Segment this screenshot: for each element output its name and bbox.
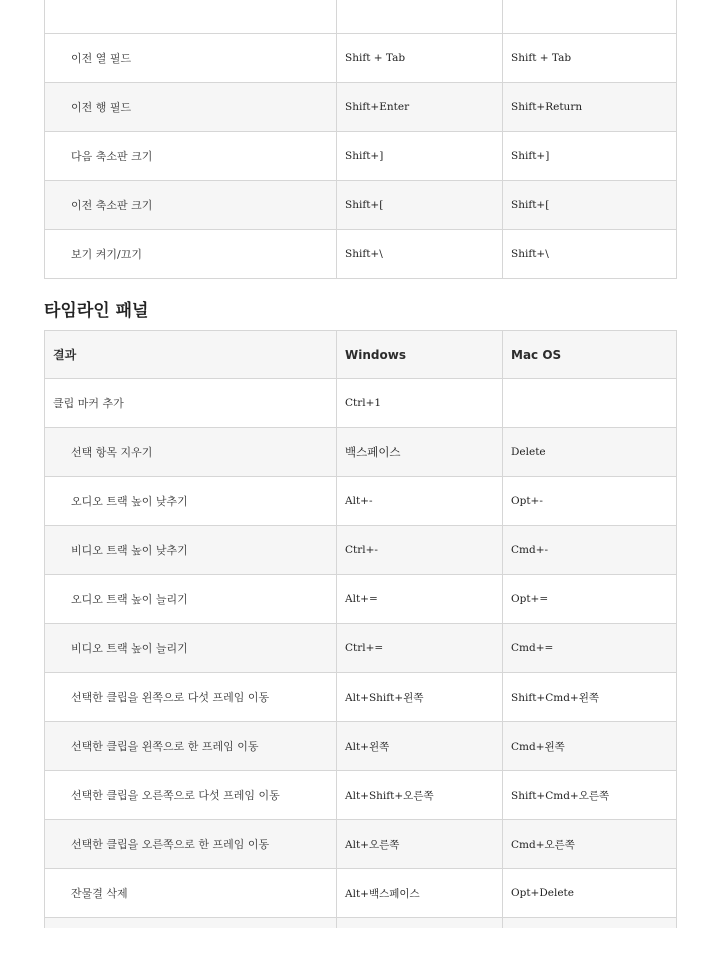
action-cell: 선택한 클립을 왼쪽으로 한 프레임 이동 [45, 722, 337, 771]
action-cell: 선택 항목 지우기 [45, 428, 337, 477]
column-header-windows: Windows [337, 331, 503, 379]
windows-shortcut-cell: Shift+] [337, 132, 503, 181]
mac-shortcut-cell: Shift + Tab [503, 34, 677, 83]
table-row [45, 575, 677, 624]
shortcut-table-previous [44, 0, 677, 279]
shortcut-table-timeline [44, 330, 677, 928]
table-row [45, 673, 677, 722]
table-row [45, 230, 677, 279]
mac-shortcut-cell [503, 379, 677, 428]
windows-shortcut-cell: Shift+\ [337, 230, 503, 279]
table-row [45, 0, 677, 34]
windows-shortcut-cell: Alt+Shift+오른쪽 [337, 771, 503, 820]
column-header-mac: Mac OS [503, 331, 677, 379]
mac-shortcut-cell: Delete [503, 428, 677, 477]
mac-shortcut-cell: Cmd+왼쪽 [503, 722, 677, 771]
windows-shortcut-cell: Alt+왼쪽 [337, 722, 503, 771]
windows-shortcut-cell: Shift + Tab [337, 34, 503, 83]
windows-shortcut-cell: Alt+Shift+왼쪽 [337, 673, 503, 722]
mac-shortcut-cell: Cmd+오른쪽 [503, 820, 677, 869]
table-row [45, 624, 677, 673]
action-cell: 잔물결 삭제 [45, 869, 337, 918]
windows-shortcut-cell: Alt+- [337, 477, 503, 526]
mac-shortcut-cell: Opt+= [503, 575, 677, 624]
windows-shortcut-cell [337, 0, 503, 34]
mac-shortcut-cell: Opt+Delete [503, 869, 677, 918]
windows-shortcut-cell: Alt+백스페이스 [337, 869, 503, 918]
action-cell: 선택한 클립을 오른쪽으로 한 프레임 이동 [45, 820, 337, 869]
mac-shortcut-cell: Shift+\ [503, 230, 677, 279]
mac-shortcut-cell: Cmd+= [503, 624, 677, 673]
mac-shortcut-cell: Shift+Return [503, 83, 677, 132]
action-cell: 이전 열 필드 [45, 34, 337, 83]
mac-shortcut-cell: Shift+Cmd+오른쪽 [503, 771, 677, 820]
action-cell: 보기 켜기/끄기 [45, 230, 337, 279]
table-row [45, 132, 677, 181]
action-cell [45, 0, 337, 34]
table-row [45, 869, 677, 918]
action-cell: 이전 축소판 크기 [45, 181, 337, 230]
mac-shortcut-cell: Opt+- [503, 477, 677, 526]
table-row [45, 820, 677, 869]
action-cell: 오디오 트랙 높이 늘리기 [45, 575, 337, 624]
table-header-row [45, 331, 677, 379]
mac-shortcut-cell: Shift+] [503, 132, 677, 181]
column-header-result: 결과 [45, 331, 337, 379]
action-cell: 비디오 트랙 높이 낮추기 [45, 526, 337, 575]
table-row [45, 181, 677, 230]
action-cell: 선택한 클립을 오른쪽으로 다섯 프레임 이동 [45, 771, 337, 820]
action-cell: 클립 마커 추가 [45, 379, 337, 428]
table-row [45, 771, 677, 820]
mac-shortcut-cell [503, 918, 677, 929]
action-cell [45, 918, 337, 929]
action-cell: 오디오 트랙 높이 낮추기 [45, 477, 337, 526]
windows-shortcut-cell: Shift+Enter [337, 83, 503, 132]
windows-shortcut-cell: Alt+= [337, 575, 503, 624]
table-row [45, 526, 677, 575]
windows-shortcut-cell: 백스페이스 [337, 428, 503, 477]
table-row [45, 379, 677, 428]
action-cell: 선택한 클립을 왼쪽으로 다섯 프레임 이동 [45, 673, 337, 722]
mac-shortcut-cell [503, 0, 677, 34]
windows-shortcut-cell: Shift+[ [337, 181, 503, 230]
table-row [45, 918, 677, 929]
table-row [45, 83, 677, 132]
action-cell: 이전 행 필드 [45, 83, 337, 132]
action-cell: 다음 축소판 크기 [45, 132, 337, 181]
mac-shortcut-cell: Shift+Cmd+왼쪽 [503, 673, 677, 722]
table-row [45, 477, 677, 526]
table-row [45, 428, 677, 477]
mac-shortcut-cell: Cmd+- [503, 526, 677, 575]
table-row [45, 34, 677, 83]
action-cell: 비디오 트랙 높이 늘리기 [45, 624, 337, 673]
windows-shortcut-cell [337, 918, 503, 929]
windows-shortcut-cell: Ctrl+= [337, 624, 503, 673]
mac-shortcut-cell: Shift+[ [503, 181, 677, 230]
windows-shortcut-cell: Ctrl+1 [337, 379, 503, 428]
windows-shortcut-cell: Ctrl+- [337, 526, 503, 575]
table-row [45, 722, 677, 771]
section-heading-timeline-panel: 타임라인 패널 [44, 301, 149, 321]
windows-shortcut-cell: Alt+오른쪽 [337, 820, 503, 869]
